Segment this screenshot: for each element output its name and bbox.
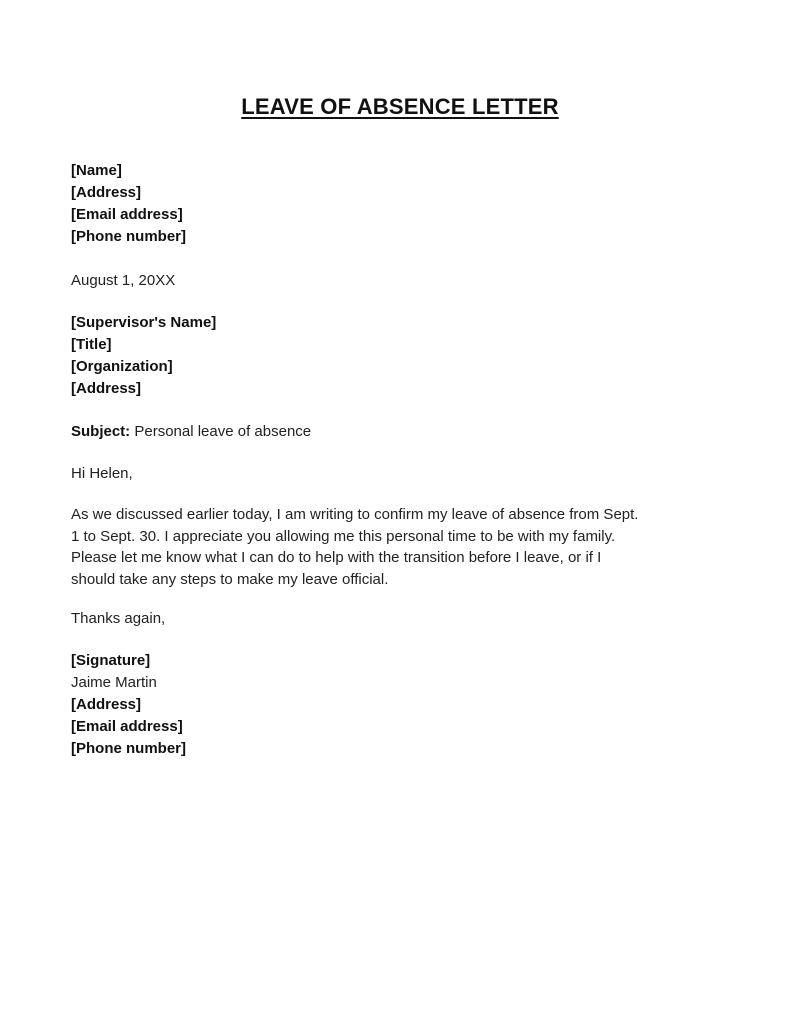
- closing: Thanks again,: [71, 610, 166, 627]
- sender-phone: [Phone number]: [71, 228, 186, 245]
- recipient-organization: [Organization]: [71, 358, 173, 375]
- letter-date: August 1, 20XX: [71, 272, 176, 289]
- subject-text: Personal leave of absence: [130, 423, 312, 440]
- recipient-address: [Address]: [71, 380, 142, 397]
- body-line: As we discussed earlier today, I am writing to confirm my leave of absence from Sept.: [71, 506, 639, 523]
- greeting: Hi Helen,: [71, 465, 133, 482]
- document-title: LEAVE OF ABSENCE LETTER: [241, 94, 559, 119]
- date-block: [71, 270, 175, 292]
- recipient-title: [Title]: [71, 336, 112, 353]
- body-line: Please let me know what I can do to help with the transition before I leave, or if I: [71, 549, 602, 566]
- signature-block: [71, 650, 186, 760]
- body-line: should take any steps to make my leave official.: [71, 570, 389, 588]
- sender-email: [Email address]: [71, 206, 183, 223]
- signer-phone: [Phone number]: [71, 740, 186, 757]
- greeting-block: [71, 463, 133, 485]
- signer-email: [Email address]: [71, 718, 183, 735]
- body-paragraph: [71, 504, 731, 590]
- subject-line: [71, 421, 311, 443]
- recipient-block: [71, 312, 216, 400]
- body-line: 1 to Sept. 30. I appreciate you allowing me this personal time to be with my family.: [71, 527, 616, 545]
- signer-name: Jaime Martin: [71, 674, 157, 691]
- signer-address: [Address]: [71, 696, 142, 713]
- signature-placeholder: [Signature]: [71, 652, 151, 669]
- recipient-name: [Supervisor's Name]: [71, 314, 217, 331]
- sender-block: [71, 160, 186, 248]
- closing-block: [71, 608, 165, 630]
- sender-name: [Name]: [71, 162, 122, 179]
- sender-address: [Address]: [71, 184, 142, 201]
- subject-label: Subject:: [71, 423, 131, 440]
